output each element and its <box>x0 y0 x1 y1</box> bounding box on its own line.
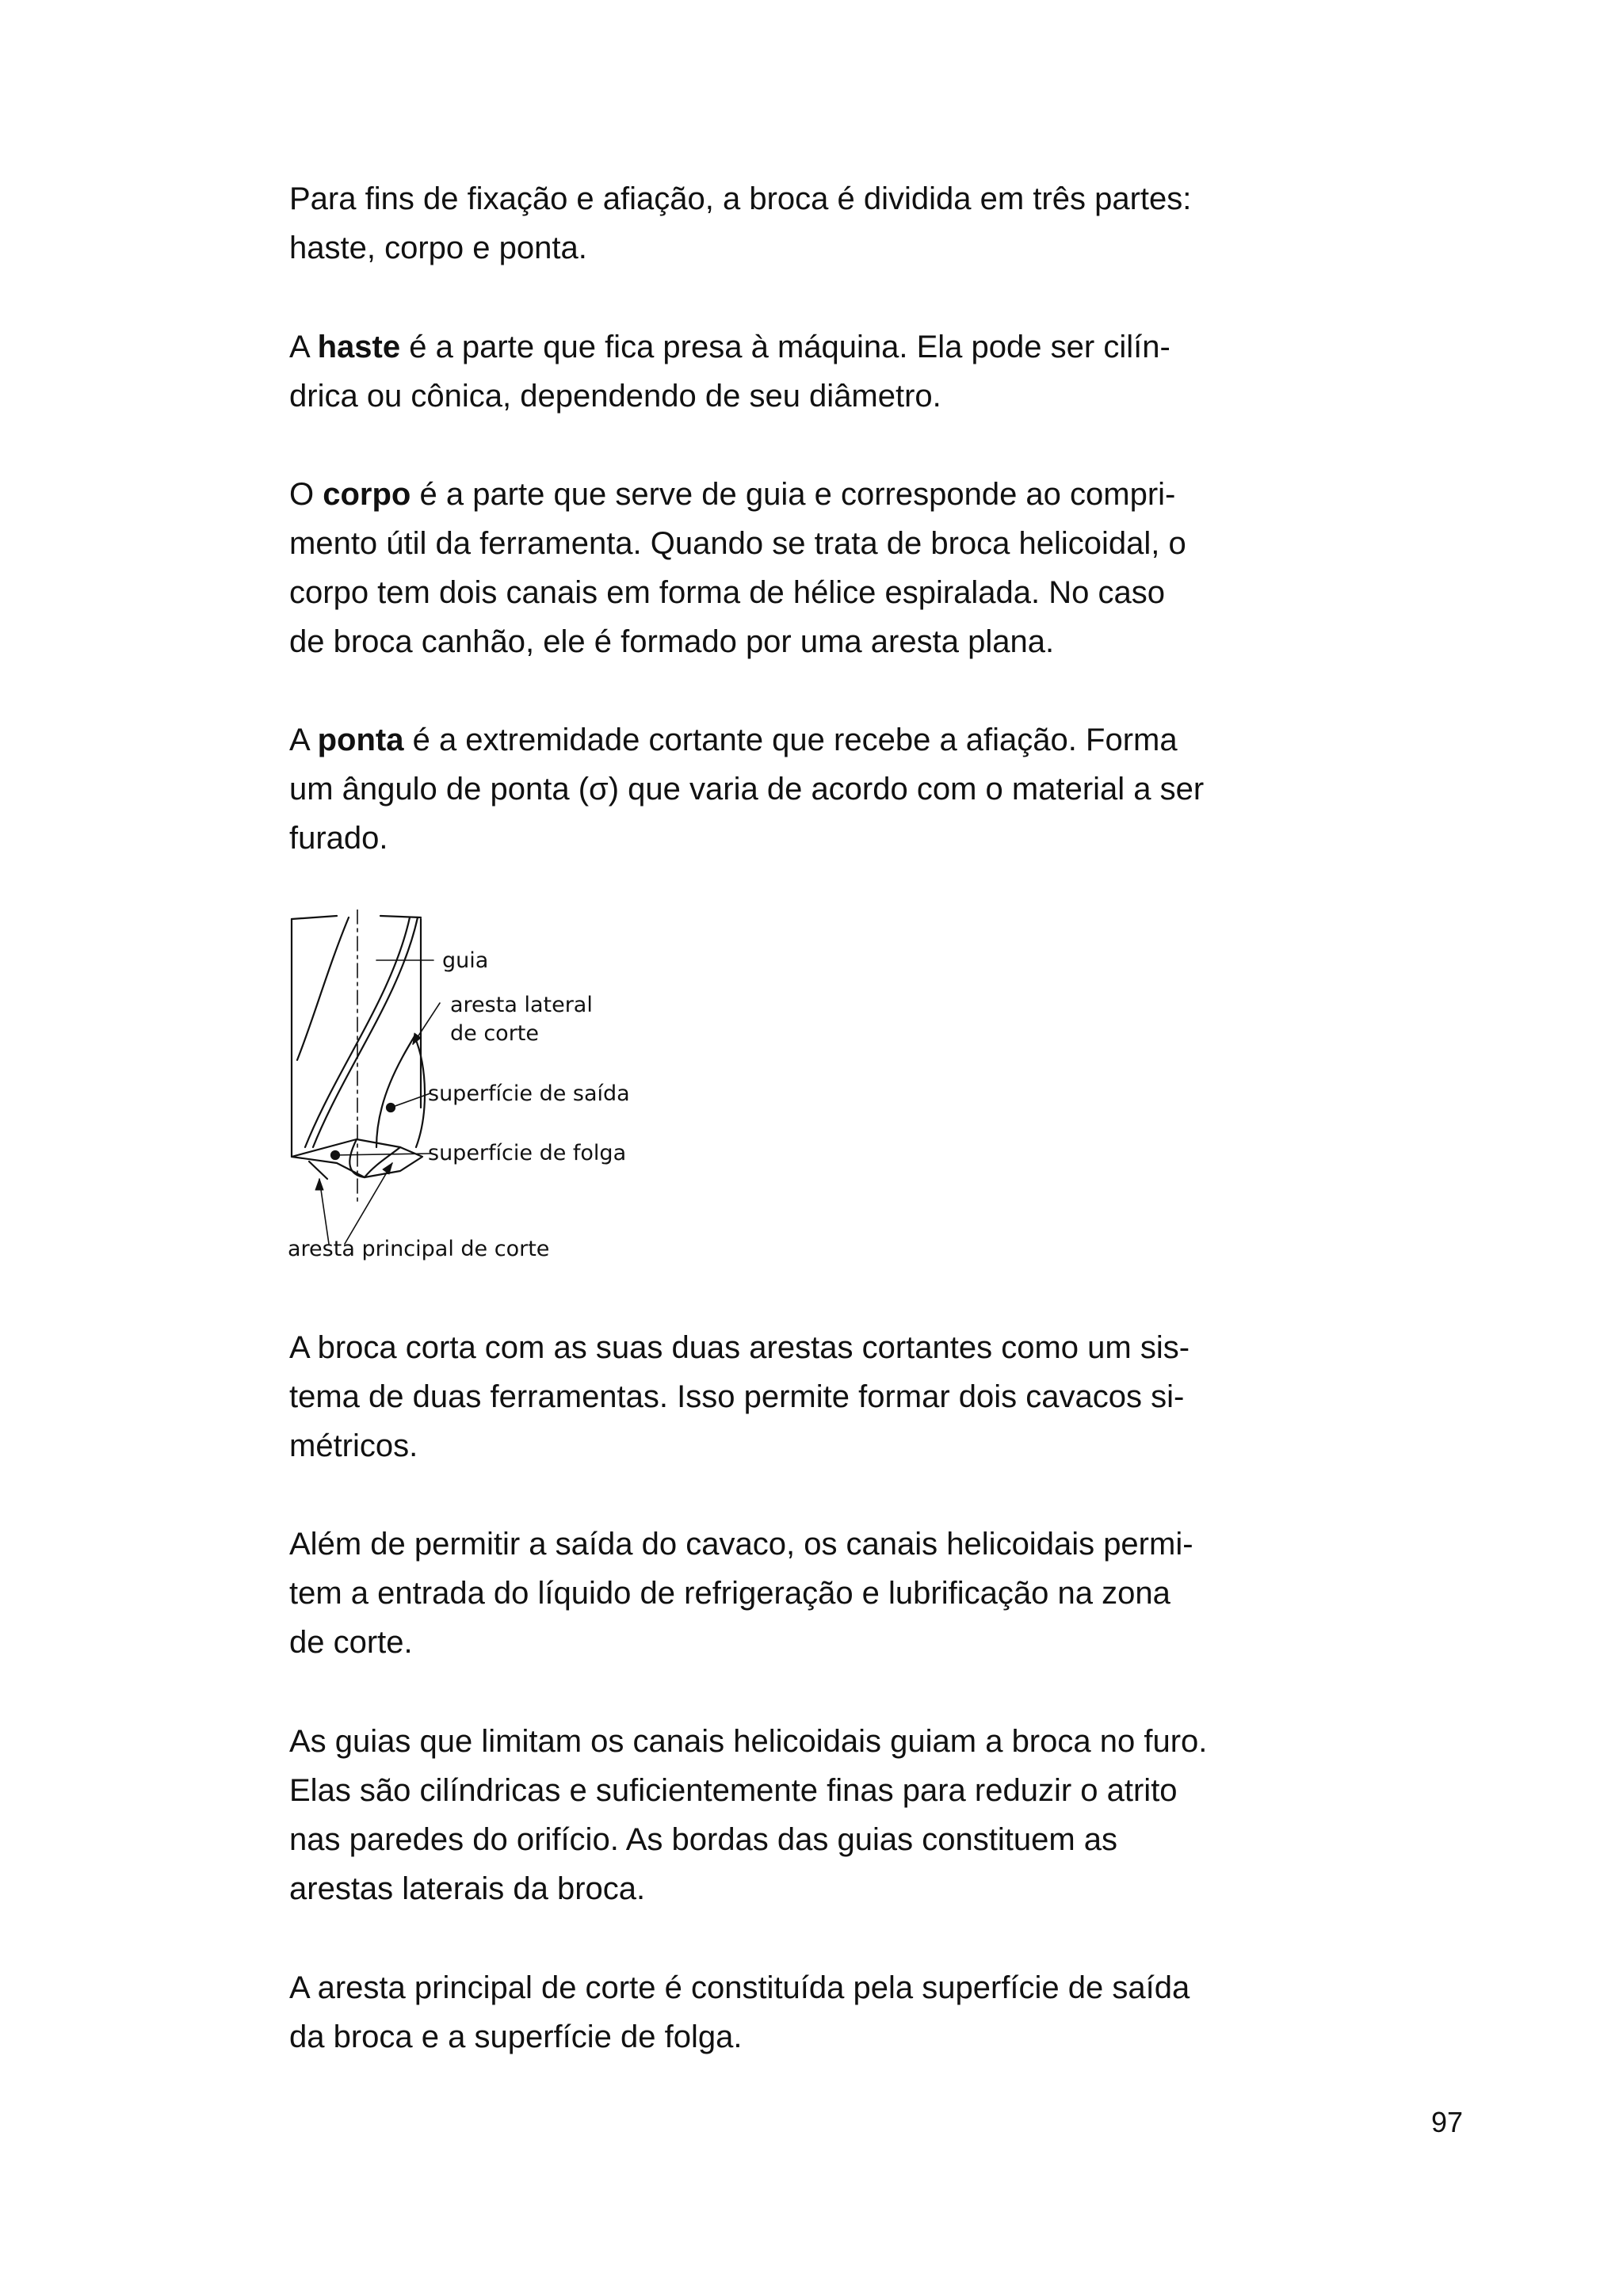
text-line: tema de duas ferramentas. Isso permite formar dois cavacos si- <box>289 1379 1185 1414</box>
paragraph-ponta <box>289 715 1205 863</box>
text-line: Para fins de fixação e afiação, a broca é dividida em três partes: <box>289 181 1192 216</box>
paragraph-corpo <box>289 470 1185 666</box>
text-line: furado. <box>289 821 388 856</box>
text-line: da broca e a superfície de folga. <box>289 2019 743 2054</box>
text-line: As guias que limitam os canais helicoidais guiam a broca no furo. <box>289 1724 1208 1759</box>
label-aresta-principal: aresta principal de corte <box>288 1237 550 1261</box>
paragraph-guias <box>289 1717 1208 1913</box>
paragraph-canais <box>289 1520 1193 1667</box>
text-line: arestas laterais da broca. <box>289 1871 646 1906</box>
text-line: drica ou cônica, dependendo de seu diâmetro. <box>289 379 941 414</box>
text-line: A ponta é a extremidade cortante que recebe a afiação. Forma <box>289 723 1178 757</box>
text-line: A haste é a parte que fica presa à máquina. Ela pode ser cilín- <box>289 330 1170 364</box>
paragraph-corte-duas-arestas <box>289 1323 1190 1470</box>
bold-term: corpo <box>323 477 411 512</box>
label-superficie-saida: superfície de saída <box>428 1081 630 1106</box>
label-superficie-folga: superfície de folga <box>428 1141 627 1165</box>
text-line: Elas são cilíndricas e suficientemente finas para reduzir o atrito <box>289 1773 1178 1808</box>
paragraph-aresta-principal <box>289 1963 1190 2061</box>
text-line: nas paredes do orifício. As bordas das guias constituem as <box>289 1822 1118 1857</box>
bold-term: haste <box>317 330 401 364</box>
bold-term: ponta <box>317 723 404 757</box>
text-line: Além de permitir a saída do cavaco, os canais helicoidais permi- <box>289 1527 1193 1562</box>
text-line: tem a entrada do líquido de refrigeração e lubrificação na zona <box>289 1576 1170 1611</box>
text-line: mento útil da ferramenta. Quando se trata de broca helicoidal, o <box>289 526 1186 561</box>
paragraph-intro <box>289 174 1192 273</box>
text-line: A aresta principal de corte é constituída pela superfície de saída <box>289 1970 1190 2005</box>
text-line: um ângulo de ponta (σ) que varia de acordo com o material a ser <box>289 772 1205 807</box>
label-aresta-lateral-2: de corte <box>450 1021 539 1046</box>
text-line: corpo tem dois canais em forma de hélice espiralada. No caso <box>289 575 1165 610</box>
label-guia: guia <box>442 948 489 973</box>
text-line: de broca canhão, ele é formado por uma aresta plana. <box>289 624 1055 659</box>
page-number: 97 <box>1431 2106 1464 2138</box>
text-line: de corte. <box>289 1625 413 1660</box>
drill-diagram <box>281 910 725 1274</box>
label-aresta-lateral-1: aresta lateral <box>450 993 593 1017</box>
text-line: A broca corta com as suas duas arestas cortantes como um sis- <box>289 1330 1190 1365</box>
paragraph-haste <box>289 322 1185 421</box>
text-line: métricos. <box>289 1428 418 1463</box>
text-line: haste, corpo e ponta. <box>289 231 587 265</box>
text-line: O corpo é a parte que serve de guia e corresponde ao compri- <box>289 477 1176 512</box>
